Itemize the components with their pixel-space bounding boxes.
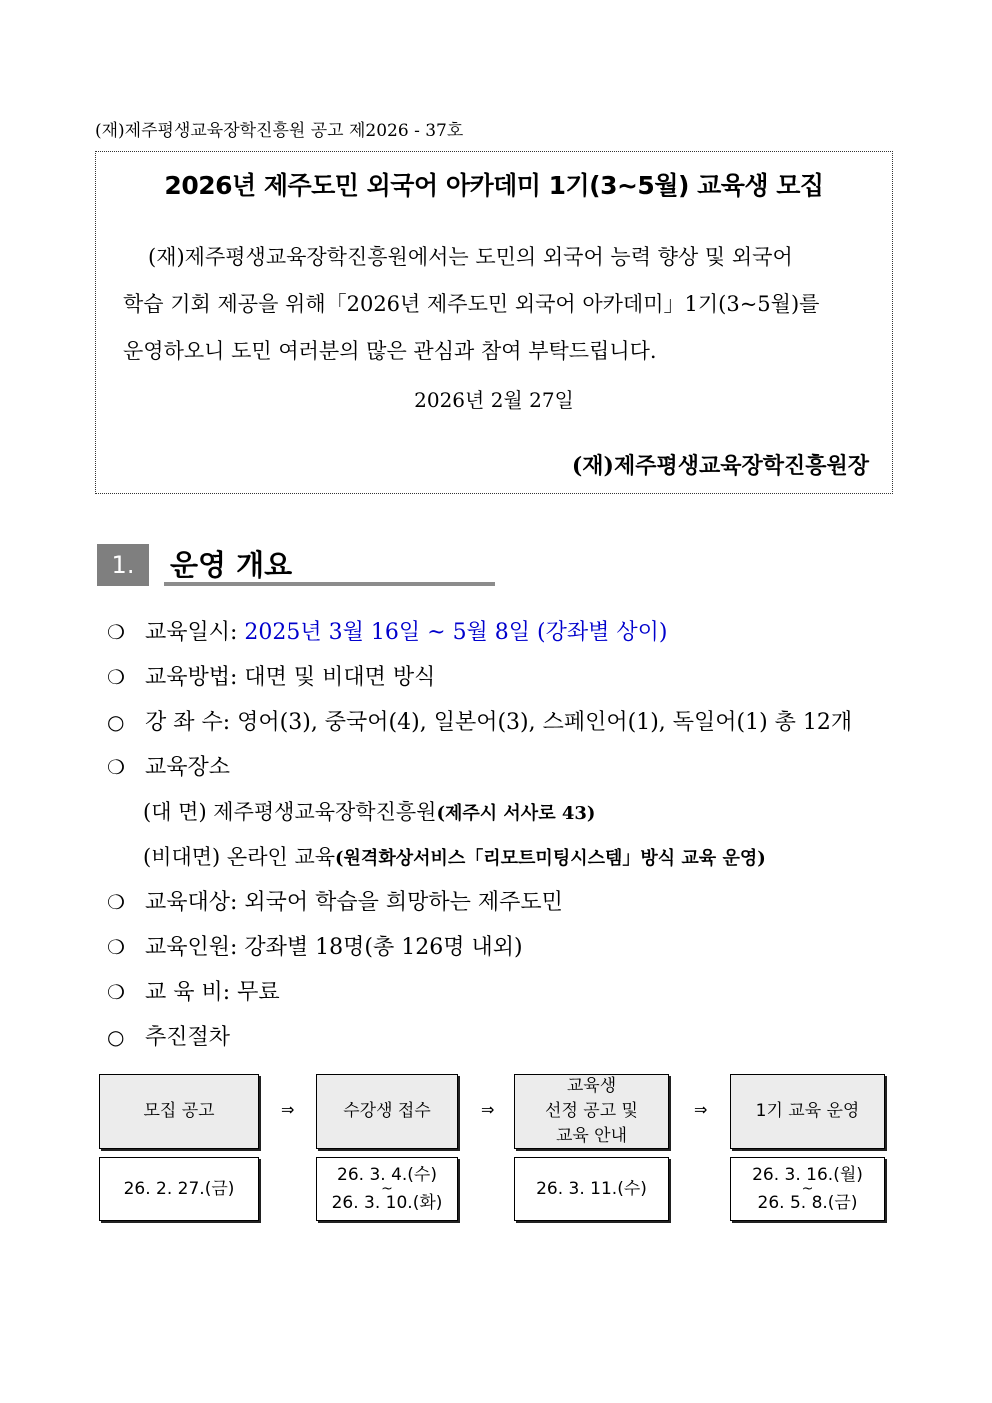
venue-online bbox=[143, 842, 766, 874]
flow-arrow-icon: ⇒ bbox=[694, 1100, 708, 1119]
venue-online-label: (비대면) 온라인 교육 bbox=[143, 845, 336, 869]
date-line: 26. 2. 27.(금) bbox=[123, 1179, 235, 1199]
step-label-line: 모집 공고 bbox=[143, 1101, 215, 1121]
procedure-label: 추진절차 bbox=[145, 1025, 231, 1050]
procedure-step-1 bbox=[99, 1074, 259, 1149]
item-courses bbox=[107, 707, 852, 738]
procedure-step-2 bbox=[316, 1074, 458, 1149]
bullet-icon: ❍ bbox=[107, 980, 125, 1004]
flow-arrow-icon: ⇒ bbox=[281, 1100, 295, 1119]
date-tilde: ~ bbox=[381, 1181, 393, 1197]
step-label-line: 교육 안내 bbox=[555, 1126, 628, 1146]
item-period bbox=[107, 617, 667, 648]
item-procedure bbox=[107, 1022, 230, 1053]
bullet-icon: ○ bbox=[107, 710, 125, 734]
announcement-body-line-2: 학습 기회 제공을 위해「2026년 제주도민 외국어 아카데미」1기(3~5월)를 bbox=[123, 292, 820, 316]
procedure-step-3 bbox=[514, 1074, 669, 1149]
announcement-title: 2026년 제주도민 외국어 아카데미 1기(3~5월) 교육생 모집 bbox=[164, 171, 824, 200]
date-line: 26. 5. 8.(금) bbox=[757, 1193, 858, 1213]
method-text: 교육방법: 대면 및 비대면 방식 bbox=[145, 665, 436, 690]
procedure-date-1 bbox=[99, 1157, 259, 1221]
item-venue bbox=[107, 752, 230, 783]
step-label-line: 수강생 접수 bbox=[343, 1101, 431, 1121]
announcement-box bbox=[95, 151, 893, 494]
section-number: 1. bbox=[97, 544, 149, 586]
flow-arrow-icon: ⇒ bbox=[481, 1100, 495, 1119]
procedure-date-3 bbox=[514, 1157, 669, 1221]
period-value: 2025년 3월 16일 ~ 5월 8일 (강좌별 상이) bbox=[244, 620, 668, 645]
announcement-body-line-3: 운영하오니 도민 여러분의 많은 관심과 참여 부탁드립니다. bbox=[123, 339, 657, 363]
item-capacity bbox=[107, 932, 523, 963]
notice-number: (재)제주평생교육장학진흥원 공고 제2026 - 37호 bbox=[95, 121, 464, 141]
procedure-date-4 bbox=[730, 1157, 885, 1221]
date-line: 26. 3. 4.(수) bbox=[337, 1165, 437, 1185]
venue-online-detail: (원격화상서비스「리모트미팅시스템」방식 교육 운영) bbox=[335, 848, 766, 869]
bullet-icon: ❍ bbox=[107, 935, 125, 959]
item-method bbox=[107, 662, 435, 693]
venue-offline-label: (대 면) 제주평생교육장학진흥원 bbox=[143, 800, 437, 824]
step-label-line: 1기 교육 운영 bbox=[755, 1101, 860, 1121]
fee-text: 교 육 비: 무료 bbox=[145, 980, 280, 1005]
section-underline bbox=[164, 582, 495, 586]
step-label-line: 교육생 bbox=[566, 1076, 617, 1096]
procedure-step-4 bbox=[730, 1074, 885, 1149]
venue-offline bbox=[143, 797, 595, 829]
date-tilde: ~ bbox=[801, 1181, 814, 1197]
venue-offline-detail: (제주시 서사로 43) bbox=[436, 803, 596, 824]
item-fee bbox=[107, 977, 280, 1008]
item-target bbox=[107, 887, 563, 918]
procedure-date-2 bbox=[316, 1157, 458, 1221]
signatory: (재)제주평생교육장학진흥원장 bbox=[571, 453, 869, 479]
section-title: 운영 개요 bbox=[170, 548, 293, 582]
period-label: 교육일시: bbox=[145, 620, 245, 645]
date-line: 26. 3. 16.(월) bbox=[752, 1165, 863, 1185]
bullet-icon: ❍ bbox=[107, 890, 125, 914]
date-line: 26. 3. 11.(수) bbox=[536, 1179, 647, 1199]
venue-label: 교육장소 bbox=[145, 755, 231, 780]
capacity-text: 교육인원: 강좌별 18명(총 126명 내외) bbox=[145, 935, 523, 960]
target-text: 교육대상: 외국어 학습을 희망하는 제주도민 bbox=[145, 890, 563, 915]
announcement-date: 2026년 2월 27일 bbox=[414, 388, 574, 412]
step-label-line: 선정 공고 및 bbox=[545, 1101, 638, 1121]
date-line: 26. 3. 10.(화) bbox=[331, 1193, 443, 1213]
bullet-icon: ❍ bbox=[107, 665, 125, 689]
courses-text: 강 좌 수: 영어(3), 중국어(4), 일본어(3), 스페인어(1), 독일어(1) 총 12개 bbox=[145, 710, 853, 735]
bullet-icon: ○ bbox=[107, 1025, 125, 1049]
bullet-icon: ❍ bbox=[107, 620, 125, 644]
announcement-body-line-1: (재)제주평생교육장학진흥원에서는 도민의 외국어 능력 향상 및 외국어 bbox=[148, 245, 793, 269]
bullet-icon: ❍ bbox=[107, 755, 125, 779]
